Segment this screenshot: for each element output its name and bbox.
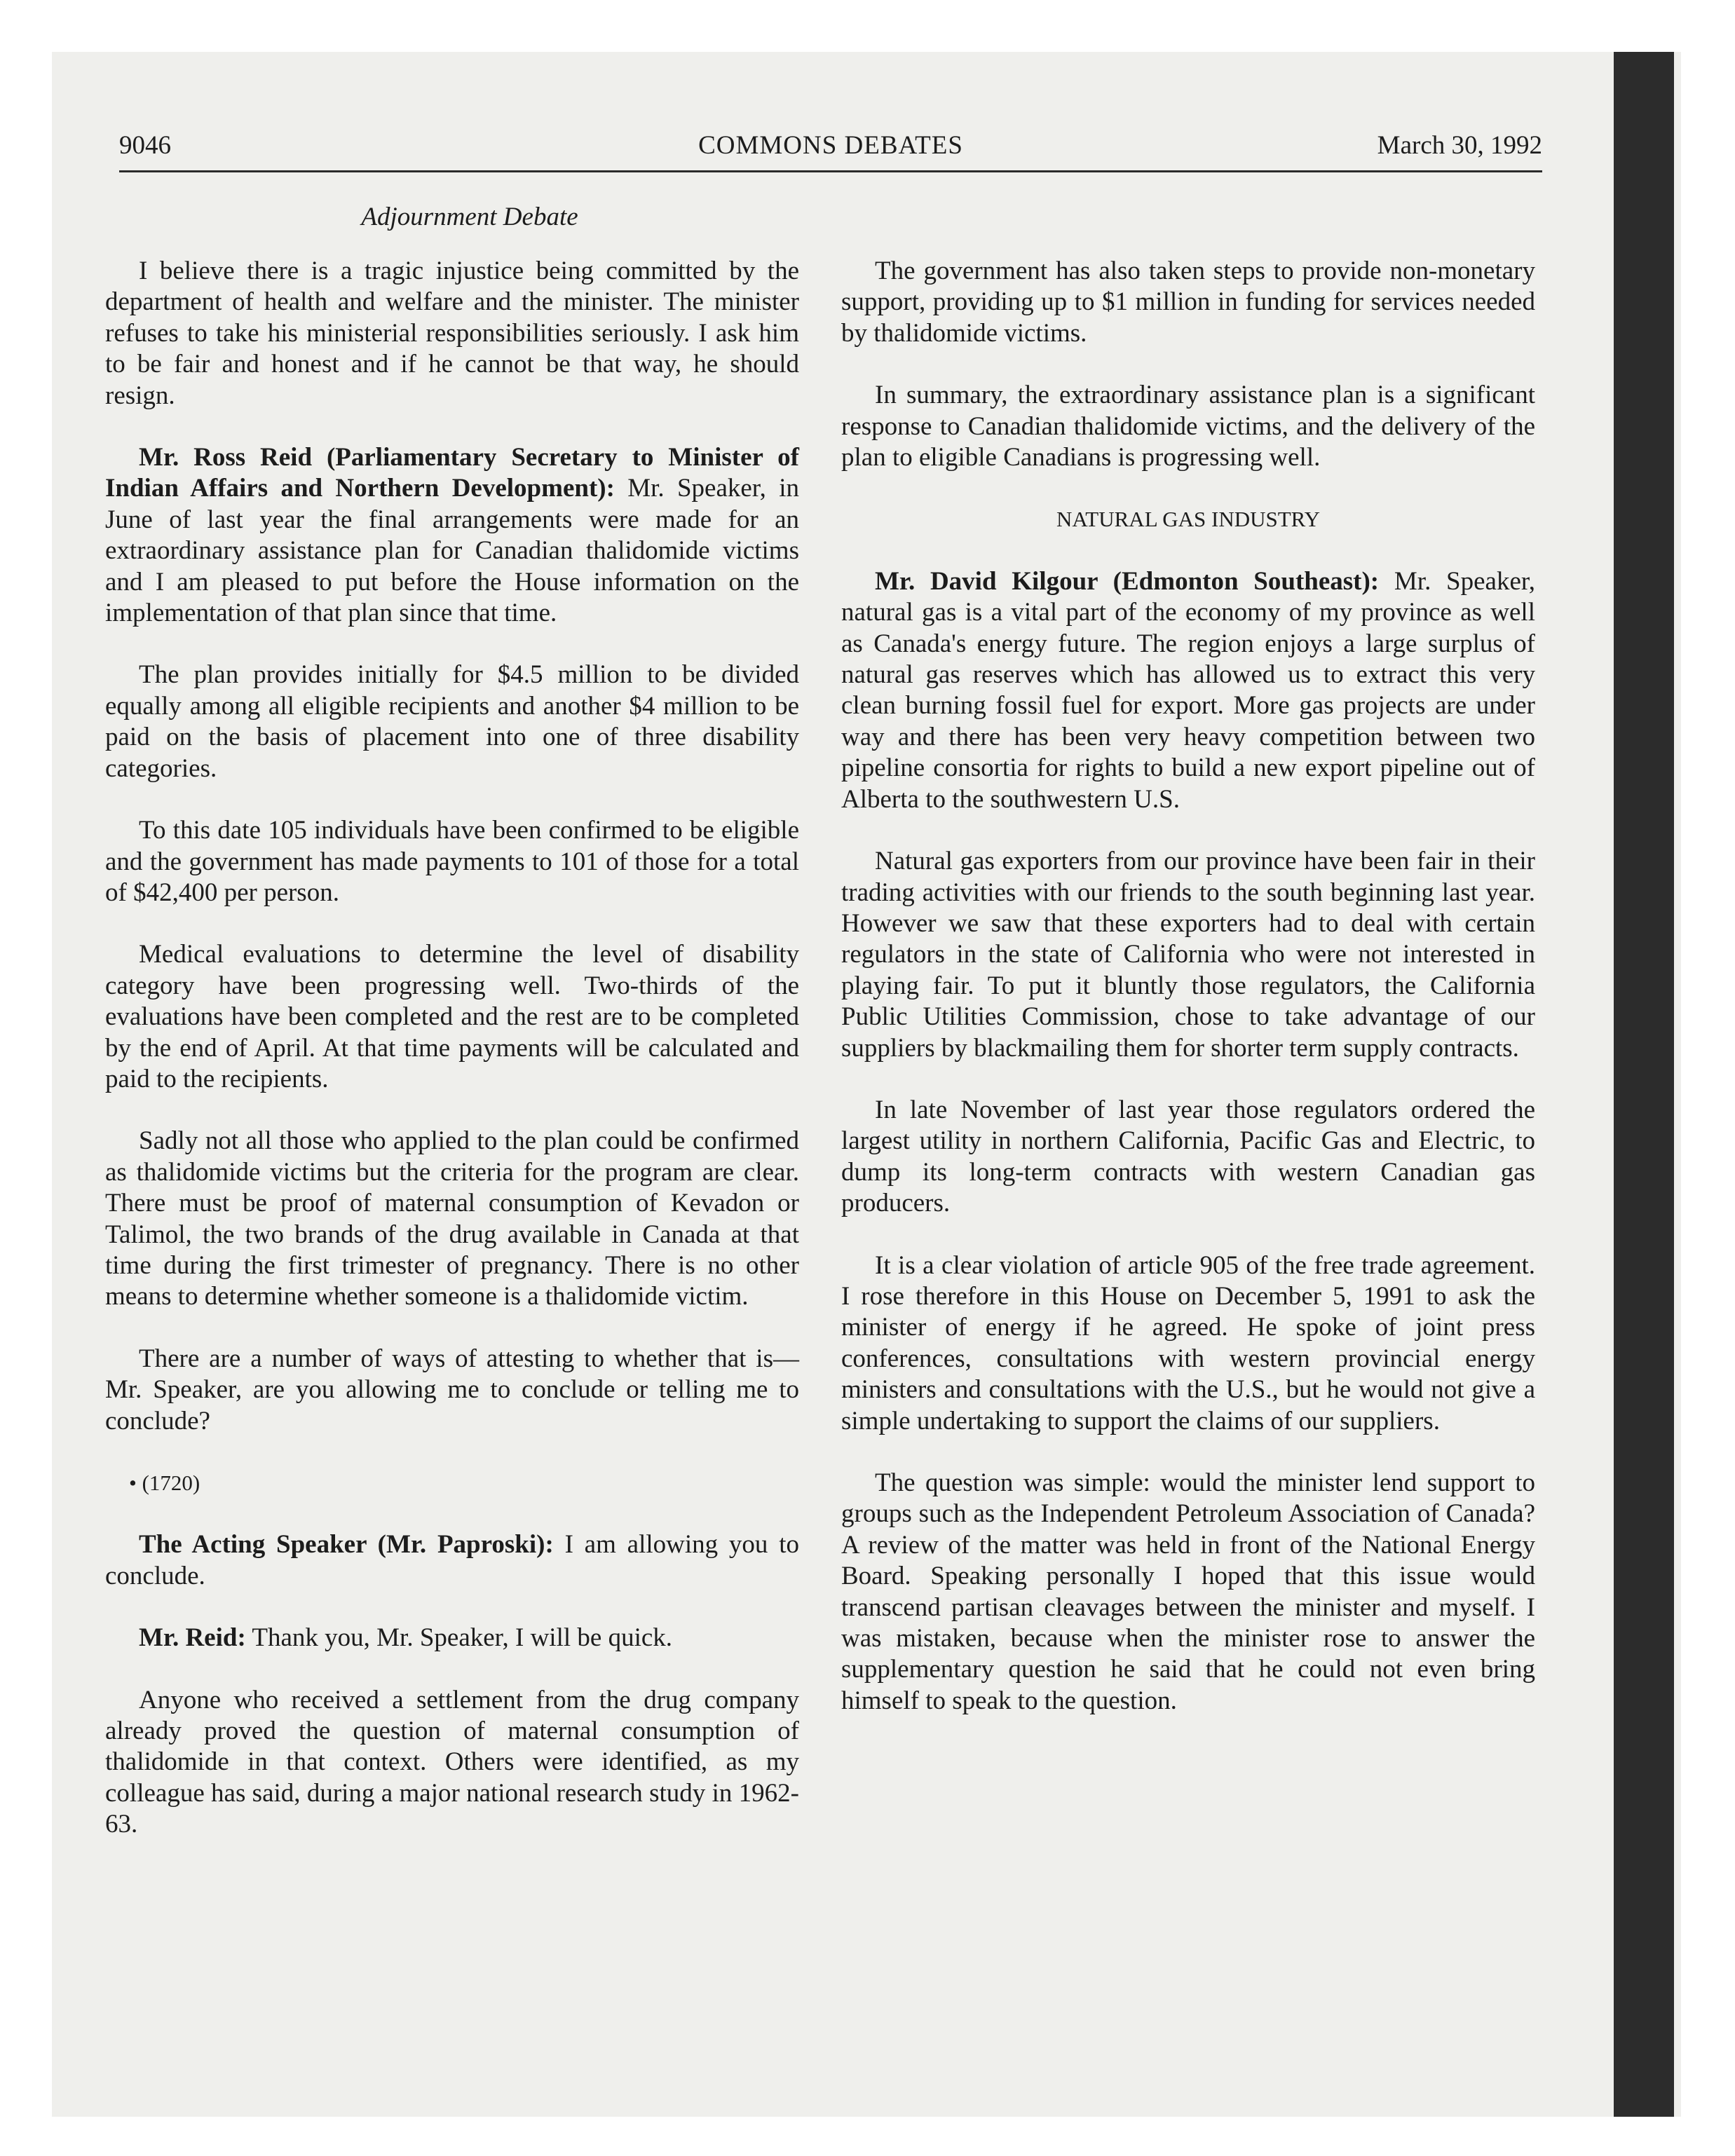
paragraph: It is a clear violation of article 905 of the free trade agreement. I rose therefore in this House on December 5, 1991 to ask the minister of energy if he agreed. He spoke of joint press conferences, consultations with western provincial energy ministers and consultations with the U.S., but he would not give a simple undertaking to support the claims of our suppliers. [841, 1250, 1535, 1435]
publication-title: COMMONS DEBATES [698, 131, 963, 160]
paragraph: Medical evaluations to determine the level of disability category have been progressing well. Two-thirds of the evaluations have been completed and the rest are to be completed by the end of April. At that time payments will be calculated and paid to the recipients. [105, 940, 799, 1093]
paragraph: I believe there is a tragic injustice being committed by the department of health and welfare and the minister. The minister refuses to take his ministerial responsibilities seriously. I ask him to be fair and honest and if he cannot be that way, he should resign. [105, 257, 799, 410]
speech-text: Mr. Speaker, natural gas is a vital part of the economy of my province as well as Canada's energy future. The region enjoys a large surplus of natural gas reserves which has allowed us to extract this very clean burning fossil fuel for export. More gas projects are under way and there has been very heavy competition between two pipeline consortia for rights to build a new export pipeline out of Alberta to the southwestern U.S. [841, 566, 1535, 814]
section-title: Adjournment Debate [361, 203, 578, 231]
paragraph: Anyone who received a settlement from the drug company already proved the question of maternal consumption of thalidomide in that context. Others were identified, as my colleague has said, during a major national research study in 1962-63. [105, 1685, 799, 1839]
subsection-heading: NATURAL GAS INDUSTRY [1056, 507, 1321, 532]
paragraph: Natural gas exporters from our province have been fair in their trading activities with our friends to the south beginning last year. However we saw that these exporters had to deal with certain regulators in the state of California who were not interested in playing fair. To put it bluntly those regulators, the California Public Utilities Commission, chose to take advantage of our suppliers by blackmailing them for shorter term supply contracts. [841, 847, 1535, 1063]
paragraph: In summary, the extraordinary assistance plan is a significant response to Canadian thalidomide victims, and the delivery of the plan to eligible Canadians is progressing well. [841, 381, 1535, 472]
paragraph [105, 1623, 799, 1653]
paragraph: The question was simple: would the minister lend support to groups such as the Independent Petroleum Association of Canada? A review of the matter was held in front of the National Energy Board. Speaking personally I hoped that this issue would transcend partisan cleavages between the minister and myself. I was mistaken, because when the minister rose to answer the supplementary question he said that he could not even bring himself to speak to the question. [841, 1468, 1535, 1715]
header-rule [119, 170, 1542, 172]
left-column [105, 256, 799, 1871]
speech-text: I am allowing you to conclude. [105, 1530, 799, 1590]
page-date: March 30, 1992 [1377, 131, 1542, 160]
speaker-name: Mr. David Kilgour (Edmonton Southeast): [875, 566, 1380, 596]
paragraph: There are a number of ways of attesting to whether that is—Mr. Speaker, are you allowing me to conclude or telling me to conclude? [105, 1344, 799, 1435]
page-number: 9046 [119, 131, 171, 160]
speech-text: Thank you, Mr. Speaker, I will be quick. [252, 1623, 673, 1653]
time-stamp: • (1720) [129, 1471, 200, 1495]
speech-text: Mr. Speaker, in June of last year the final arrangements were made for an extraordinary assistance plan for Canadian thalidomide victims and I am pleased to put before the House information on the implementation of that plan since that time. [105, 474, 799, 628]
right-column [841, 256, 1535, 1747]
speaker-name: Mr. Reid: [139, 1623, 246, 1653]
page-header [119, 130, 1542, 175]
speaker-name: The Acting Speaker (Mr. Paproski): [139, 1530, 554, 1560]
paragraph [105, 1529, 799, 1592]
paragraph [105, 442, 799, 629]
paragraph [841, 566, 1535, 815]
scan-edge-shadow [1614, 52, 1674, 2117]
paragraph: Sadly not all those who applied to the plan could be confirmed as thalidomide victims but the criteria for the program are clear. There must be proof of maternal consumption of Kevadon or Talimol, the two brands of the drug available in Canada at that time during the first trimester of pregnancy. There is no other means to determine whether someone is a thalidomide victim. [105, 1126, 799, 1311]
paragraph: The plan provides initially for $4.5 million to be divided equally among all eligible recipients and another $4 million to be paid on the basis of placement into one of three disability categories. [105, 660, 799, 783]
paragraph: The government has also taken steps to provide non-monetary support, providing up to $1 million in funding for services needed by thalidomide victims. [841, 257, 1535, 348]
paragraph: To this date 105 individuals have been confirmed to be eligible and the government has made payments to 101 of those for a total of $42,400 per person. [105, 816, 799, 907]
paragraph: In late November of last year those regulators ordered the largest utility in northern California, Pacific Gas and Electric, to dump its long-term contracts with western Canadian gas producers. [841, 1095, 1535, 1218]
speaker-name: Mr. Ross Reid (Parliamentary Secretary to Minister of Indian Affairs and Northern Development): [105, 443, 799, 503]
